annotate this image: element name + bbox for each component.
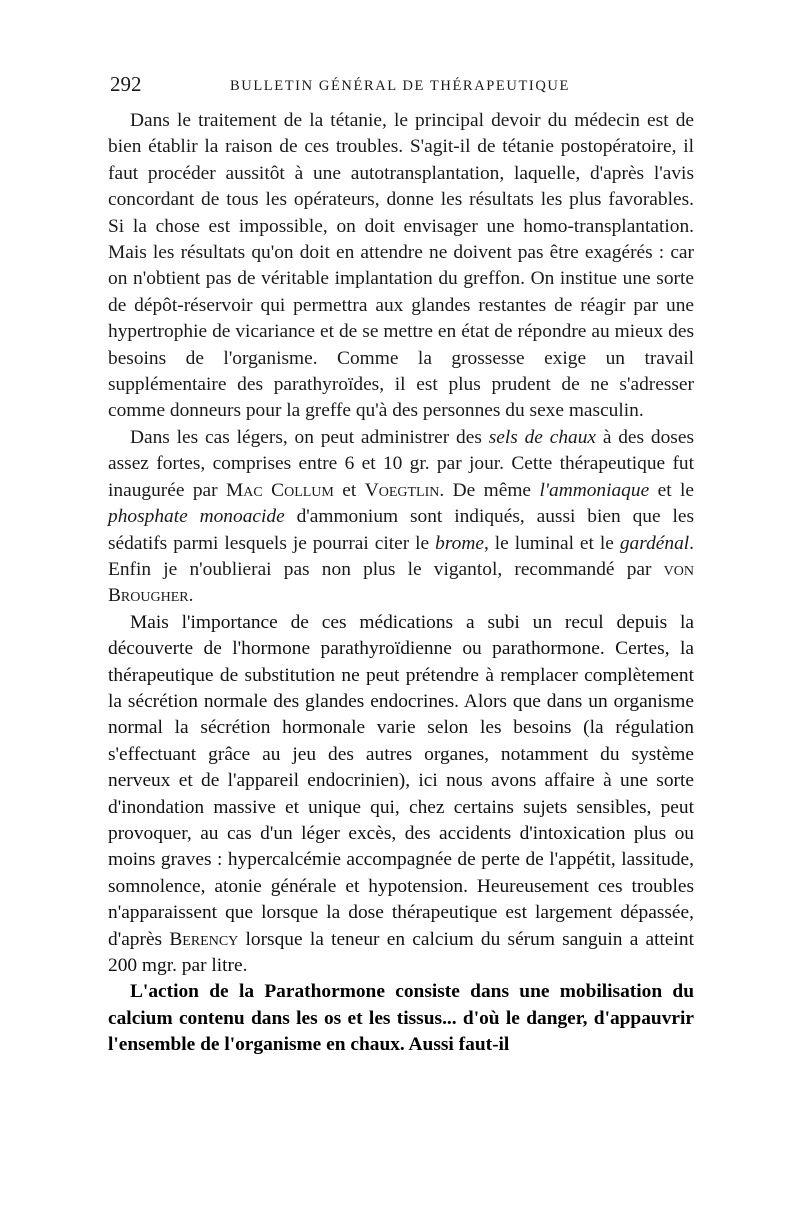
page-header	[108, 70, 694, 108]
italic-term: gardénal	[619, 532, 690, 554]
italic-term: sels de chaux	[488, 426, 597, 448]
italic-term: l'ammoniaque	[539, 479, 650, 501]
text-run: à des doses assez fortes, comprises entre 6 et 10 gr. par jour. Cette thérapeutique fut inaugurée par	[108, 426, 694, 501]
page	[108, 70, 694, 1059]
text-run: et	[333, 479, 365, 501]
text-run: d'ammonium sont indiqués, aussi bien que les sédatifs parmi lesquels je pourrai citer le	[108, 506, 694, 554]
author-name: Berency	[169, 928, 239, 950]
page-number: 292	[110, 72, 142, 96]
text-run: .	[188, 585, 194, 607]
paragraph-2	[108, 425, 694, 610]
paragraph-3	[108, 610, 694, 980]
running-title: BULLETIN GÉNÉRAL DE THÉRAPEUTIQUE	[230, 78, 570, 94]
text-run: Dans les cas légers, on peut administrer des	[130, 426, 489, 448]
text-run: Mais l'importance de ces médications a subi un recul depuis la découverte de l'hormone parathyroïdienne ou parathormone. Certes, la thérapeutique de substitution ne peut prétendre à remplacer complètement la sécrétion normale des glandes endocrines. Alors que dans un organisme normal la sécrétion hormonale varie selon les besoins (la régulation s'effectuant grâce au jeu des autres organes, notamment du système nerveux et de l'appareil endocrinien), ici nous avons affaire à une sorte d'inondation massive et unique qui, chez certains sujets sensibles, peut provoquer, au cas d'un léger excès, des accidents d'intoxication plus ou moins graves : hypercalcémie accompagnée de perte de l'appétit, lassitude, somnolence, atonie générale et hypotension. Heureusement ces troubles n'apparaissent que lorsque la dose thérapeutique est largement dépassée, d'après	[108, 611, 694, 950]
paragraph-1: Dans le traitement de la tétanie, le principal devoir du médecin est de bien établir la raison de ces troubles. S'agit-il de tétanie postopératoire, il faut procéder aussitôt à une autotransplantation, laquelle, d'après l'avis concordant de tous les opérateurs, donne les résultats les plus favorables. Si la chose est impossible, on doit envisager une homo-transplantation. Mais les résultats qu'on doit en attendre ne doivent pas être exagérés : car on n'obtient pas de véritable implantation du greffon. On institue une sorte de dépôt-réservoir qui permettra aux glandes restantes de réagir par une hypertrophie de vicariance et de se mettre en état de répondre au mieux des besoins de l'organisme. Comme la grossesse exige un travail supplémentaire des parathyroïdes, il est plus prudent de ne s'adresser comme donneurs pour la greffe qu'à des personnes du sexe masculin.	[108, 110, 694, 422]
text-run: , le luminal et le	[483, 532, 620, 554]
author-name: von Brougher	[108, 558, 694, 607]
author-name: Voegtlin.	[364, 479, 445, 501]
text-run: De même	[444, 479, 540, 501]
text-run: et le	[649, 479, 695, 501]
paragraph-4: L'action de la Parathormone consiste dans une mobilisation du calcium contenu dans les os et les tissus... d'où le danger, d'appauvrir l'ensemble de l'organisme en chaux. Aussi faut-il	[108, 981, 694, 1056]
body-text	[108, 108, 694, 1059]
italic-term: brome	[435, 532, 484, 554]
author-name: Mac Collum	[226, 479, 334, 501]
text-run: lorsque la teneur en calcium du sérum sanguin a atteint 200 mgr. par litre.	[108, 928, 694, 976]
italic-term: phosphate monoacide	[108, 506, 285, 528]
text-run: . Enfin je n'oublierai pas non plus le vigantol, recommandé par	[108, 532, 695, 580]
